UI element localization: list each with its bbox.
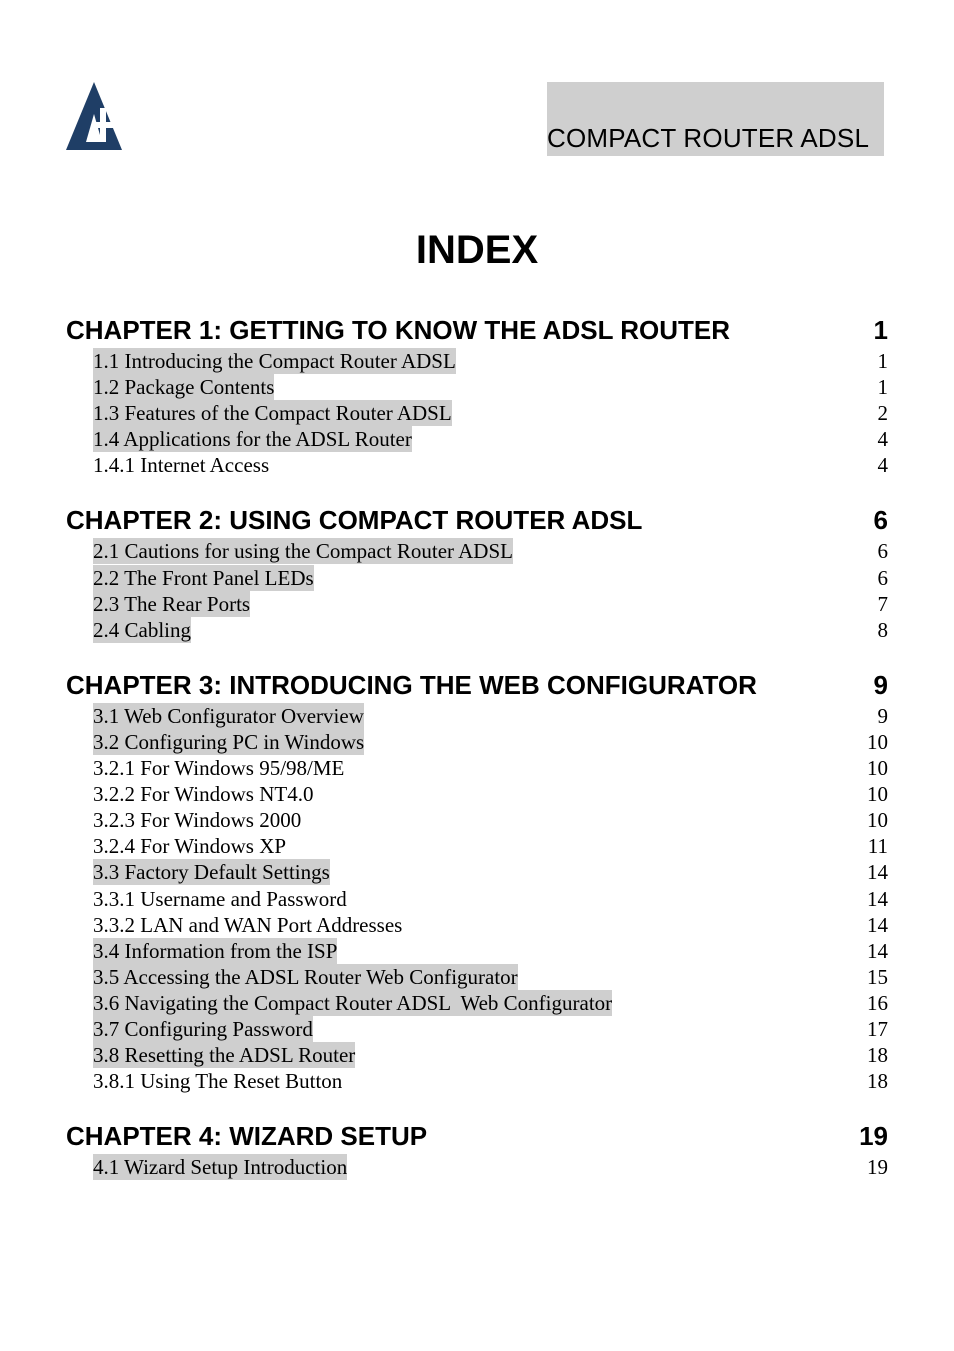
toc-entry-label: 3.2.1 For Windows 95/98/ME [93,756,345,781]
toc-entry-page-number: 9 [877,703,888,728]
document-header-title: COMPACT ROUTER ADSL [547,123,870,153]
toc-entry-page-number: 11 [867,834,888,859]
toc-entry[interactable] [66,348,888,374]
toc-entry-page-number: 14 [867,860,888,885]
toc-entry[interactable] [66,538,888,564]
toc-entry-label: 3.3.2 LAN and WAN Port Addresses [93,912,403,937]
toc-entry-label: 3.1 Web Configurator Overview [93,703,364,728]
toc-entry[interactable] [66,426,888,452]
toc-entry-page-number: 10 [867,756,888,781]
toc-entry-label: 3.7 Configuring Password [93,1016,313,1041]
toc-entry[interactable] [66,755,888,781]
toc-entry-page-number: 10 [867,782,888,807]
toc-entry-label: 3.4 Information from the ISP [93,938,338,963]
toc-entry[interactable] [66,729,888,755]
chapter-page-number: 1 [873,315,888,345]
toc-entry-label: 2.3 The Rear Ports [93,591,251,616]
toc-entry[interactable] [66,1016,888,1042]
chapter-page-number: 19 [859,1121,888,1152]
toc-entry[interactable] [66,374,888,400]
toc-entry[interactable] [66,833,888,859]
toc-entry-page-number: 14 [867,938,888,963]
toc-entry-page-number: 19 [867,1155,888,1180]
toc-entry-label: 3.2.3 For Windows 2000 [93,808,302,833]
toc-entry-page-number: 1 [877,375,888,400]
toc-entry-page-number: 2 [877,401,888,426]
toc-entry[interactable] [66,400,888,426]
toc-entry-label: 1.3 Features of the Compact Router ADSL [93,401,452,426]
toc-entry-page-number: 10 [867,729,888,754]
chapter-heading[interactable] [66,1118,888,1154]
toc-entry[interactable] [66,990,888,1016]
toc-entry-label: 3.8.1 Using The Reset Button [93,1069,343,1094]
toc-entry-page-number: 16 [867,990,888,1015]
table-of-contents [66,312,888,1204]
toc-entry[interactable] [66,938,888,964]
toc-entry-page-number: 15 [867,964,888,989]
toc-entry-label: 3.2.4 For Windows XP [93,834,287,859]
chapter-title: CHAPTER 1: GETTING TO KNOW THE ADSL ROUTER [66,315,730,345]
toc-entry[interactable] [66,886,888,912]
toc-entry-page-number: 14 [867,886,888,911]
toc-entry[interactable] [66,617,888,643]
toc-entry-label: 3.5 Accessing the ADSL Router Web Configurator [93,964,518,989]
toc-entry[interactable] [66,859,888,885]
toc-entry[interactable] [66,1154,888,1180]
chapter-heading[interactable] [66,502,888,538]
toc-entry[interactable] [66,807,888,833]
chapter-heading[interactable] [66,667,888,703]
toc-entry-page-number: 1 [877,349,888,373]
toc-entry-label: 1.2 Package Contents [93,375,275,400]
toc-entry-page-number: 6 [877,539,888,564]
toc-entry-page-number: 7 [877,591,888,616]
chapter-title: CHAPTER 3: INTRODUCING THE WEB CONFIGURATOR [66,669,757,700]
toc-entry-page-number: 6 [877,565,888,590]
toc-entry-label: 3.8 Resetting the ADSL Router [93,1043,356,1068]
chapter-section [66,1118,888,1180]
atlantis-logo-icon [64,80,126,152]
toc-entry-label: 3.2.2 For Windows NT4.0 [93,782,314,807]
toc-entry[interactable] [66,1068,888,1094]
toc-entry-page-number: 18 [867,1043,888,1068]
toc-entry[interactable] [66,591,888,617]
toc-entry-label: 1.4 Applications for the ADSL Router [93,427,412,452]
chapter-section [66,312,888,478]
toc-entry-page-number: 4 [877,427,888,452]
toc-entry-page-number: 8 [877,617,888,642]
chapter-heading[interactable] [66,312,888,348]
toc-entry-label: 2.4 Cabling [93,617,191,642]
index-title: INDEX [415,228,539,272]
toc-entry-label: 1.1 Introducing the Compact Router ADSL [93,349,456,373]
toc-entry-label: 2.1 Cautions for using the Compact Router ADSL [93,539,513,564]
toc-entry-page-number: 17 [867,1016,888,1041]
chapter-title: CHAPTER 2: USING COMPACT ROUTER ADSL [66,505,643,536]
header-highlight [547,82,884,156]
toc-entry-page-number: 14 [867,912,888,937]
toc-entry-label: 2.2 The Front Panel LEDs [93,565,314,590]
toc-entry-label: 3.6 Navigating the Compact Router ADSL Web Configurator [93,990,613,1015]
toc-entry-label: 3.3.1 Username and Password [93,886,347,911]
chapter-section [66,667,888,1094]
toc-entry[interactable] [66,452,888,478]
toc-entry[interactable] [66,912,888,938]
chapter-page-number: 9 [873,669,888,700]
toc-entry[interactable] [66,1042,888,1068]
chapter-section [66,502,888,642]
toc-entry-label: 1.4.1 Internet Access [93,453,270,478]
toc-entry-label: 3.2 Configuring PC in Windows [93,729,365,754]
toc-entry[interactable] [66,565,888,591]
toc-entry-page-number: 4 [877,453,888,478]
toc-entry-page-number: 10 [867,808,888,833]
toc-entry-page-number: 18 [867,1069,888,1094]
toc-entry[interactable] [66,781,888,807]
toc-entry-label: 3.3 Factory Default Settings [93,860,330,885]
chapter-title: CHAPTER 4: WIZARD SETUP [66,1121,428,1152]
toc-entry[interactable] [66,964,888,990]
toc-entry[interactable] [66,703,888,729]
chapter-page-number: 6 [873,505,888,536]
toc-entry-label: 4.1 Wizard Setup Introduction [93,1155,348,1180]
